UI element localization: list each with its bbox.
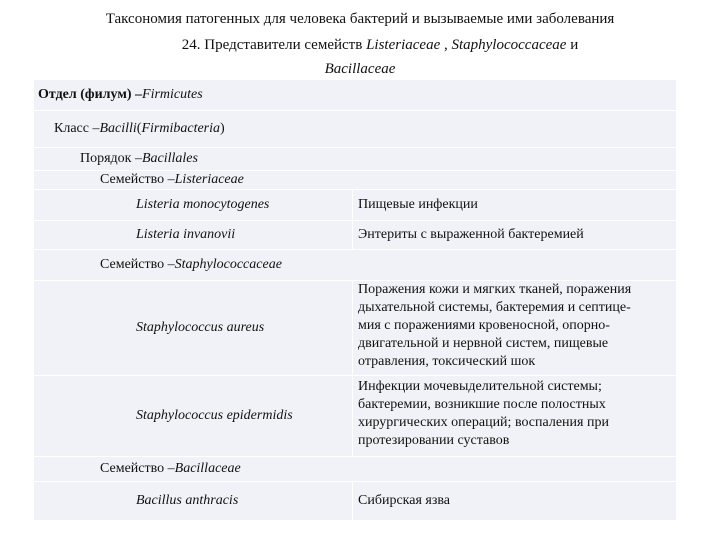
disease-line: отравления, токсический шок [358,354,536,369]
species-row [34,190,676,221]
disease-text: Сибирская язва [358,493,451,508]
column-divider [352,221,353,249]
species-row [34,281,676,376]
column-divider [352,190,353,220]
class-label: Класс – [54,121,100,136]
page-title [0,8,720,30]
disease-text: Энтериты с выраженной бактеремией [358,227,584,242]
column-divider [352,281,353,375]
class-alt-name: Firmibacteria [141,121,221,136]
family-row [34,250,676,281]
phylum-name: Firmicutes [142,87,203,102]
order-cell [80,148,198,170]
disease-line: бактеремии, возникшие после полостных [358,397,606,412]
subtitle-separator: , [440,37,452,53]
species-row [34,376,676,457]
species-row [34,221,676,250]
class-cell [54,111,225,147]
disease-line: протезировании суставов [358,433,510,448]
species-name: Staphylococcus aureus [136,320,265,335]
class-paren-close: ) [220,121,225,136]
family-name: Listeriaceae [174,172,244,187]
title-line-1: Таксономия патогенных для человека бактерий и вызываемые ими заболевания [105,11,615,27]
subtitle-prefix: 24. Представители семейств [181,37,367,53]
subtitle-family-3: Bacillaceae [324,61,396,77]
disease-line: мия с поражениями кровеносной, опорно- [358,318,610,333]
family-row [34,457,676,482]
species-row [34,482,676,520]
family-label: Семейство – [100,257,175,272]
species-name: Bacillus anthracis [136,493,239,508]
disease-line: дыхательной системы, бактеремия и септице- [358,300,631,315]
family-cell [100,171,244,189]
order-row [34,148,676,171]
disease-text [358,281,631,371]
disease-line: Инфекции мочевыделительной системы; [358,379,602,394]
column-divider [352,376,353,456]
subtitle-line-3 [0,58,720,80]
order-label: Порядок – [80,151,142,166]
disease-line: двигательной и нервной систем, пищевые [358,336,609,351]
class-paren-open: ( [136,121,142,136]
family-cell [100,457,241,481]
class-name: Bacilli [99,121,137,136]
subtitle-family-1: Listeriaceae [366,37,441,53]
subtitle [0,34,720,56]
disease-text [358,378,609,450]
taxonomy-table [34,80,676,520]
family-name: Bacillaceae [174,461,241,476]
class-row [34,111,676,148]
phylum-cell [38,80,203,110]
species-name: Staphylococcus epidermidis [136,408,293,423]
family-label: Семейство – [100,172,175,187]
family-label: Семейство – [100,461,175,476]
disease-text: Пищевые инфекции [358,197,478,212]
disease-line: Поражения кожи и мягких тканей, поражения [358,282,632,297]
species-name: Listeria monocytogenes [136,197,270,212]
order-name: Bacillales [141,151,198,166]
disease-line: хирургических операций; воспаления при [358,415,609,430]
subtitle-family-2: Staphylococcaceae [451,37,567,53]
column-divider [352,482,353,520]
family-row [34,171,676,190]
species-name: Listeria invanovii [136,227,236,242]
phylum-label: Отдел (филум) – [38,87,143,102]
family-cell [100,250,282,280]
subtitle-conjunction: и [566,37,579,53]
phylum-row [34,80,676,111]
family-name: Staphylococcaceae [174,257,282,272]
